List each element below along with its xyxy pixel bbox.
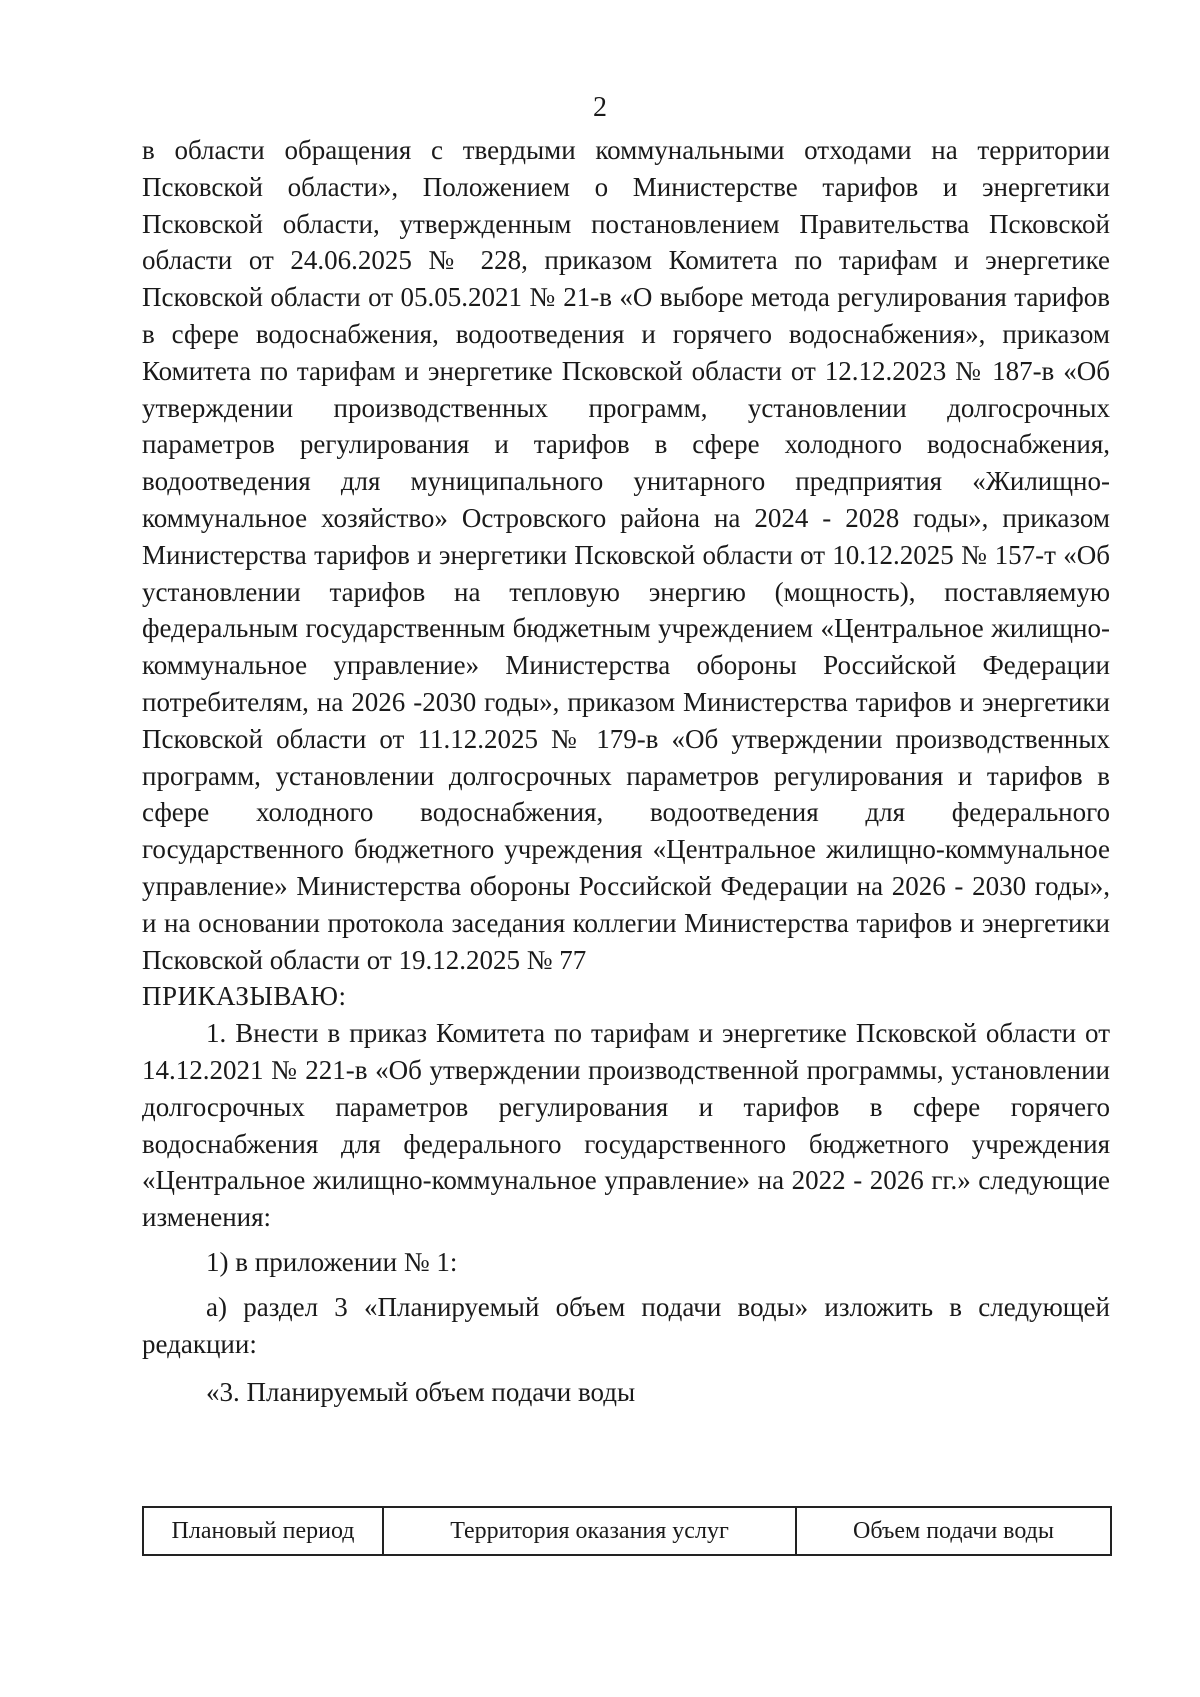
item-1-paragraph: 1. Внести в приказ Комитета по тарифам и энергетике Псковской области от 14.12.2021 № 221-в «Об утверждении производственной программы, установлении долгосрочных параметров регулирования и тарифов в сфере горячего водоснабжения для федерального государственного бюджетного учреждения «Центральное жилищно-коммунальное управление» на 2022 - 2026 гг.» следующие изменения: [142,1018,1110,1233]
page-number: 2 [593,92,607,123]
subitem-1-paragraph: 1) в приложении № 1: [206,1246,458,1277]
table-header-cell: Объем подачи воды [796,1507,1111,1555]
decree-heading: ПРИКАЗЫВАЮ: [142,981,347,1012]
table-header-cell: Плановый период [143,1507,383,1555]
table-header-row [143,1507,1111,1555]
table-header-cell: Территория оказания услуг [383,1507,796,1555]
subitem-a-paragraph: а) раздел 3 «Планируемый объем подачи воды» изложить в следующей редакции: [142,1291,1110,1359]
preamble-paragraph: в области обращения с твердыми коммунальными отходами на территории Псковской области», Положением о Министерстве тарифов и энергетики Псковской области, утвержденным постановлением Правительства Псковской области от 24.06.2025 № 228, приказом Комитета по тарифам и энергетике Псковской области от 05.05.2021 № 21-в «О выборе метода регулирования тарифов в сфере водоснабжения, водоотведения и горячего водоснабжения», приказом Комитета по тарифам и энергетике Псковской области от 12.12.2023 № 187-в «Об утверждении производственных программ, установлении долгосрочных параметров регулирования и тарифов в сфере холодного водоснабжения, водоотведения для муниципального унитарного предприятия «Жилищно-коммунальное хозяйство» Островского района на 2024 - 2028 годы», приказом Министерства тарифов и энергетики Псковской области от 10.12.2025 № 157-т «Об установлении тарифов на тепловую энергию (мощность), поставляемую федеральным государственным бюджетным учреждением «Центральное жилищно-коммунальное управление» Министерства обороны Российской Федерации потребителям, на 2026 -2030 годы», приказом Министерства тарифов и энергетики Псковской области от 11.12.2025 № 179-в «Об утверждении производственных программ, установлении долгосрочных параметров регулирования и тарифов в сфере холодного водоснабжения, водоотведения для федерального государственного бюджетного учреждения «Центральное жилищно-коммунальное управление» Министерства обороны Российской Федерации на 2026 - 2030 годы», и на основании протокола заседания коллегии Министерства тарифов и энергетики Псковской области от 19.12.2025 № 77 [142,135,1110,975]
document-body [142,132,1110,1411]
section-3-heading: «3. Планируемый объем подачи воды [206,1377,636,1408]
water-supply-table [142,1506,1112,1556]
